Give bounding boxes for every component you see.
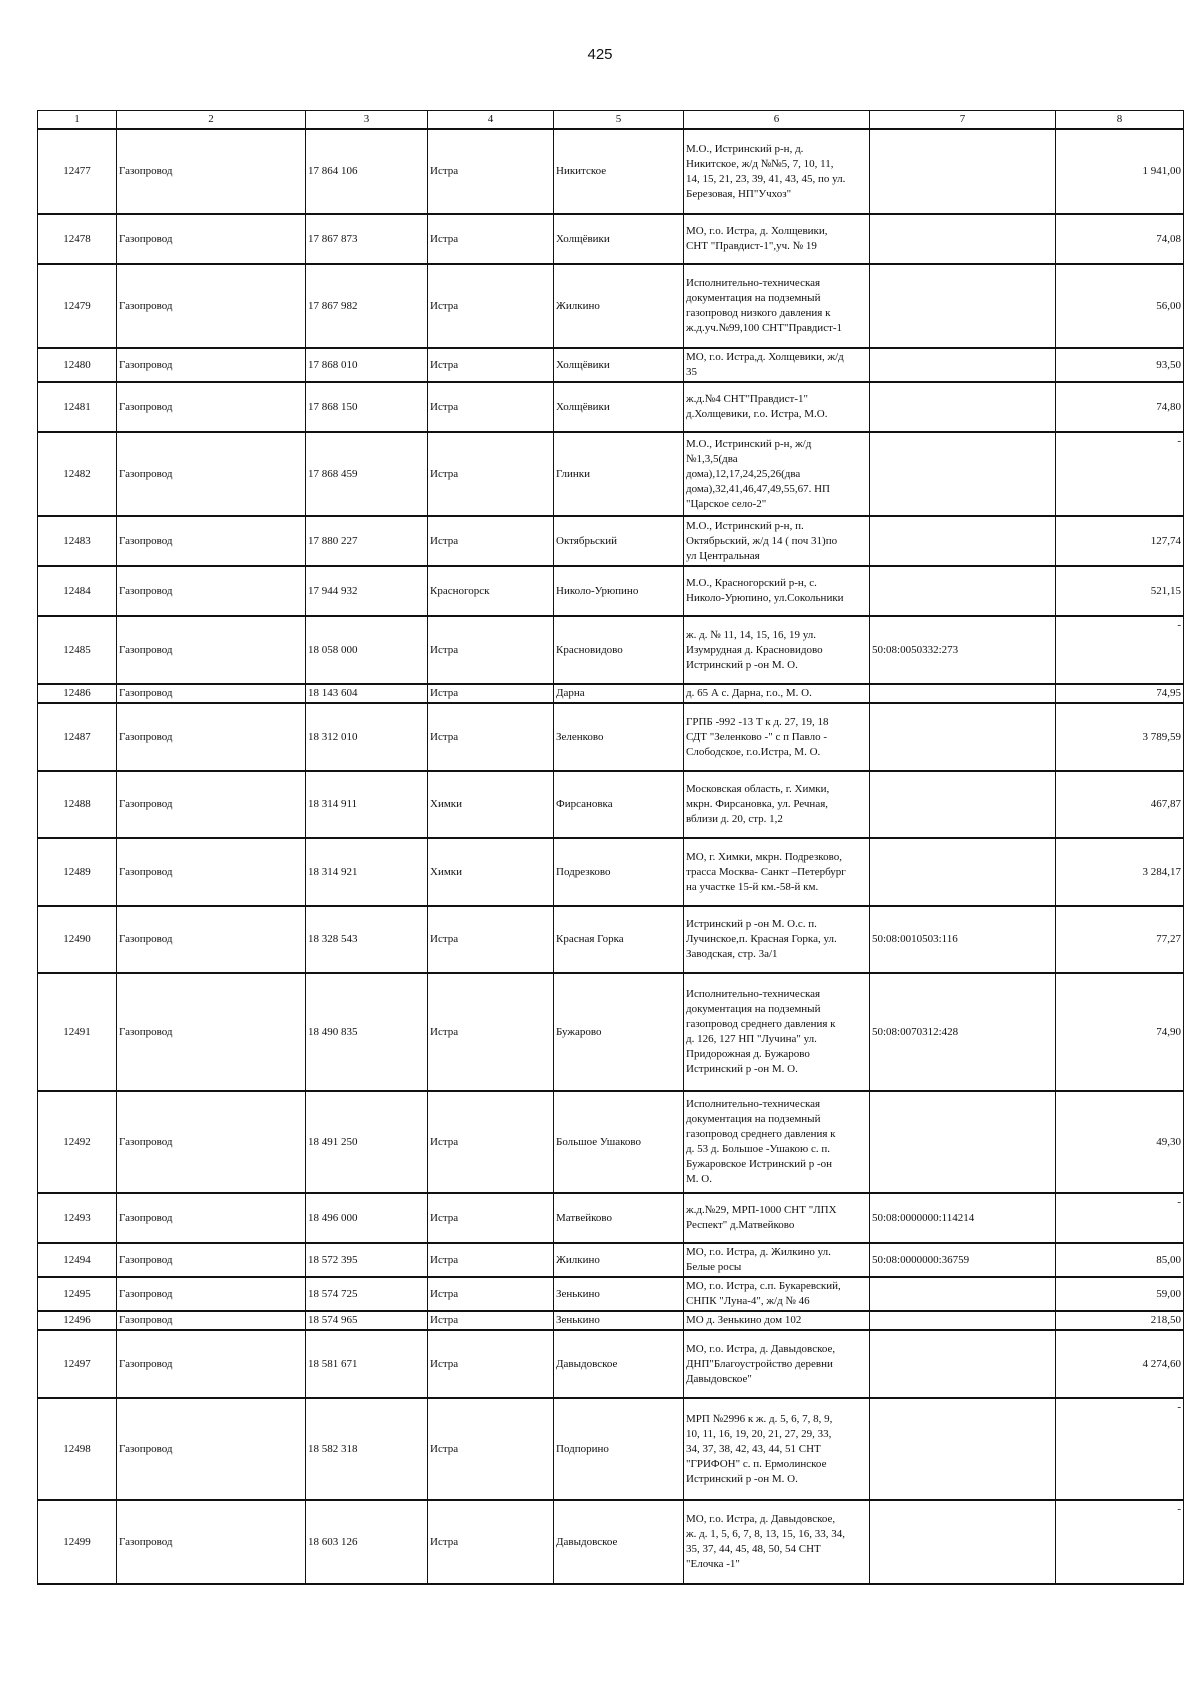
table-row [38,1193,1184,1243]
locality-cell: Холщёвики [554,382,684,432]
object-type-cell: Газопровод [117,1330,306,1398]
city-cell: Истра [428,214,554,264]
address-cell: МО, г.о. Истра,д. Холщевики, ж/д 35 [684,348,870,382]
cadastral-number-cell [870,264,1056,348]
object-type-cell: Газопровод [117,906,306,973]
city-cell: Истра [428,382,554,432]
length-cell: 74,80 [1056,382,1184,432]
address-cell: МО, г.о. Истра, д. Давыдовское, ж. д. 1, 5, 6, 7, 8, 13, 15, 16, 33, 34, 35, 37, 44, 45, 48, 50, 54 СНТ "Елочка -1" [684,1500,870,1584]
city-cell: Истра [428,1277,554,1311]
table-row [38,973,1184,1091]
locality-cell: Глинки [554,432,684,516]
address-cell: МО, г.о. Истра, с.п. Букаревский, СНПК "Луна-4", ж/д № 46 [684,1277,870,1311]
table-row [38,566,1184,616]
length-cell: 56,00 [1056,264,1184,348]
cadastral-number-cell [870,1398,1056,1500]
table-row [38,432,1184,516]
address-cell: М.О., Истринский р-н, ж/д №1,3,5(два дома),12,17,24,25,26(два дома),32,41,46,47,49,55,67. НП "Царское село-2" [684,432,870,516]
registry-table [37,110,1184,1585]
inventory-number-cell: 18 058 000 [306,616,428,684]
length-cell: 49,30 [1056,1091,1184,1193]
row-id-cell: 12483 [38,516,117,566]
address-cell: МО, г.о. Истра, д. Давыдовское, ДНП"Благоустройство деревни Давыдовское" [684,1330,870,1398]
inventory-number-cell: 18 574 725 [306,1277,428,1311]
cadastral-number-cell: 50:08:0000000:114214 [870,1193,1056,1243]
row-id-cell: 12485 [38,616,117,684]
city-cell: Химки [428,838,554,906]
table-row [38,1243,1184,1277]
row-id-cell: 12478 [38,214,117,264]
locality-cell: Зенькино [554,1277,684,1311]
address-cell: М.О., Красногорский р-н, с. Николо-Урюпино, ул.Сокольники [684,566,870,616]
object-type-cell: Газопровод [117,264,306,348]
cadastral-number-cell [870,382,1056,432]
table-row [38,771,1184,838]
column-header: 6 [684,111,870,130]
table-row [38,1398,1184,1500]
row-id-cell: 12479 [38,264,117,348]
row-id-cell: 12499 [38,1500,117,1584]
column-header: 8 [1056,111,1184,130]
locality-cell: Холщёвики [554,214,684,264]
inventory-number-cell: 18 143 604 [306,684,428,703]
address-cell: Исполнительно-техническая документация на подземный газопровод низкого давления к ж.д.уч.№99,100 СНТ"Правдист-1 [684,264,870,348]
header-row [38,111,1184,130]
length-cell: 1 941,00 [1056,129,1184,214]
locality-cell: Фирсановка [554,771,684,838]
row-id-cell: 12495 [38,1277,117,1311]
table-row [38,264,1184,348]
table-row [38,906,1184,973]
length-cell: 77,27 [1056,906,1184,973]
length-cell: 218,50 [1056,1311,1184,1330]
address-cell: Истринский р -он М. О.с. п. Лучинское,п. Красная Горка, ул. Заводская, стр. 3а/1 [684,906,870,973]
object-type-cell: Газопровод [117,1398,306,1500]
object-type-cell: Газопровод [117,566,306,616]
locality-cell: Никитское [554,129,684,214]
address-cell: д. 65 А с. Дарна, г.о., М. О. [684,684,870,703]
object-type-cell: Газопровод [117,1243,306,1277]
row-id-cell: 12497 [38,1330,117,1398]
column-header: 4 [428,111,554,130]
table-row [38,1311,1184,1330]
length-cell: 4 274,60 [1056,1330,1184,1398]
cadastral-number-cell: 50:08:0010503:116 [870,906,1056,973]
table-row [38,1091,1184,1193]
object-type-cell: Газопровод [117,616,306,684]
city-cell: Истра [428,129,554,214]
row-id-cell: 12484 [38,566,117,616]
city-cell: Химки [428,771,554,838]
object-type-cell: Газопровод [117,1500,306,1584]
cadastral-number-cell [870,1330,1056,1398]
table-row [38,516,1184,566]
inventory-number-cell: 17 868 010 [306,348,428,382]
cadastral-number-cell [870,432,1056,516]
inventory-number-cell: 17 867 982 [306,264,428,348]
object-type-cell: Газопровод [117,1091,306,1193]
inventory-number-cell: 18 496 000 [306,1193,428,1243]
cadastral-number-cell [870,1091,1056,1193]
row-id-cell: 12487 [38,703,117,771]
city-cell: Истра [428,1398,554,1500]
cadastral-number-cell [870,1311,1056,1330]
address-cell: МО д. Зенькино дом 102 [684,1311,870,1330]
inventory-number-cell: 18 328 543 [306,906,428,973]
cadastral-number-cell [870,838,1056,906]
city-cell: Красногорск [428,566,554,616]
address-cell: ГРПБ -992 -13 Т к д. 27, 19, 18 СДТ "Зеленково -" с п Павло - Слободское, г.о.Истра, М. О. [684,703,870,771]
object-type-cell: Газопровод [117,348,306,382]
table-row [38,348,1184,382]
city-cell: Истра [428,1091,554,1193]
city-cell: Истра [428,616,554,684]
length-cell: 127,74 [1056,516,1184,566]
city-cell: Истра [428,432,554,516]
row-id-cell: 12477 [38,129,117,214]
length-cell: 74,08 [1056,214,1184,264]
table-row [38,1277,1184,1311]
object-type-cell: Газопровод [117,771,306,838]
cadastral-number-cell: 50:08:0070312:428 [870,973,1056,1091]
inventory-number-cell: 18 314 911 [306,771,428,838]
column-header: 1 [38,111,117,130]
locality-cell: Жилкино [554,264,684,348]
cadastral-number-cell [870,771,1056,838]
cadastral-number-cell [870,214,1056,264]
locality-cell: Давыдовское [554,1330,684,1398]
cadastral-number-cell [870,516,1056,566]
row-id-cell: 12498 [38,1398,117,1500]
length-cell: 74,95 [1056,684,1184,703]
table-row [38,1330,1184,1398]
cadastral-number-cell [870,1277,1056,1311]
table-row [38,703,1184,771]
object-type-cell: Газопровод [117,432,306,516]
column-header: 5 [554,111,684,130]
table-row [38,129,1184,214]
locality-cell: Жилкино [554,1243,684,1277]
length-cell: 93,50 [1056,348,1184,382]
length-cell: - [1056,1398,1184,1500]
page-number: 425 [587,46,613,63]
row-id-cell: 12496 [38,1311,117,1330]
city-cell: Истра [428,1330,554,1398]
table-row [38,382,1184,432]
city-cell: Истра [428,516,554,566]
city-cell: Истра [428,264,554,348]
address-cell: ж.д.№4 СНТ"Правдист-1" д.Холщевики, г.о. Истра, М.О. [684,382,870,432]
city-cell: Истра [428,906,554,973]
object-type-cell: Газопровод [117,973,306,1091]
inventory-number-cell: 18 491 250 [306,1091,428,1193]
row-id-cell: 12489 [38,838,117,906]
locality-cell: Зеленково [554,703,684,771]
locality-cell: Подпорино [554,1398,684,1500]
row-id-cell: 12480 [38,348,117,382]
inventory-number-cell: 17 868 459 [306,432,428,516]
table-row [38,616,1184,684]
object-type-cell: Газопровод [117,1193,306,1243]
locality-cell: Давыдовское [554,1500,684,1584]
address-cell: ж. д. № 11, 14, 15, 16, 19 ул. Изумрудная д. Красновидово Истринский р -он М. О. [684,616,870,684]
inventory-number-cell: 18 603 126 [306,1500,428,1584]
column-header: 3 [306,111,428,130]
length-cell: 467,87 [1056,771,1184,838]
length-cell: 74,90 [1056,973,1184,1091]
address-cell: МО, г.о. Истра, д. Холщевики, СНТ "Правдист-1",уч. № 19 [684,214,870,264]
table-row [38,684,1184,703]
cadastral-number-cell: 50:08:0000000:36759 [870,1243,1056,1277]
city-cell: Истра [428,1243,554,1277]
inventory-number-cell: 18 582 318 [306,1398,428,1500]
object-type-cell: Газопровод [117,382,306,432]
cadastral-number-cell [870,684,1056,703]
row-id-cell: 12488 [38,771,117,838]
object-type-cell: Газопровод [117,703,306,771]
inventory-number-cell: 17 944 932 [306,566,428,616]
row-id-cell: 12491 [38,973,117,1091]
inventory-number-cell: 18 490 835 [306,973,428,1091]
length-cell: - [1056,616,1184,684]
city-cell: Истра [428,973,554,1091]
address-cell: ж.д.№29, МРП-1000 СНТ "ЛПХ Респект" д.Матвейково [684,1193,870,1243]
column-header: 2 [117,111,306,130]
object-type-cell: Газопровод [117,1311,306,1330]
row-id-cell: 12490 [38,906,117,973]
inventory-number-cell: 18 314 921 [306,838,428,906]
city-cell: Истра [428,1193,554,1243]
row-id-cell: 12482 [38,432,117,516]
locality-cell: Красновидово [554,616,684,684]
object-type-cell: Газопровод [117,214,306,264]
cadastral-number-cell [870,566,1056,616]
row-id-cell: 12486 [38,684,117,703]
length-cell: 3 789,59 [1056,703,1184,771]
table-row [38,214,1184,264]
locality-cell: Большое Ушаково [554,1091,684,1193]
object-type-cell: Газопровод [117,684,306,703]
locality-cell: Октябрьский [554,516,684,566]
object-type-cell: Газопровод [117,1277,306,1311]
cadastral-number-cell: 50:08:0050332:273 [870,616,1056,684]
length-cell: - [1056,1500,1184,1584]
city-cell: Истра [428,703,554,771]
row-id-cell: 12494 [38,1243,117,1277]
cadastral-number-cell [870,703,1056,771]
object-type-cell: Газопровод [117,838,306,906]
cadastral-number-cell [870,129,1056,214]
table-body [38,129,1184,1584]
city-cell: Истра [428,1500,554,1584]
row-id-cell: 12493 [38,1193,117,1243]
table-row [38,1500,1184,1584]
length-cell: 521,15 [1056,566,1184,616]
length-cell: - [1056,432,1184,516]
inventory-number-cell: 17 867 873 [306,214,428,264]
length-cell: - [1056,1193,1184,1243]
object-type-cell: Газопровод [117,516,306,566]
locality-cell: Подрезково [554,838,684,906]
inventory-number-cell: 18 572 395 [306,1243,428,1277]
address-cell: МРП №2996 к ж. д. 5, 6, 7, 8, 9, 10, 11, 16, 19, 20, 21, 27, 29, 33, 34, 37, 38, 42, 43, 44, 51 СНТ "ГРИФОН" с. п. Ермолинское Истринский р -он М. О. [684,1398,870,1500]
length-cell: 3 284,17 [1056,838,1184,906]
column-header: 7 [870,111,1056,130]
city-cell: Истра [428,684,554,703]
locality-cell: Красная Горка [554,906,684,973]
locality-cell: Матвейково [554,1193,684,1243]
address-cell: Московская область, г. Химки, мкрн. Фирсановка, ул. Речная, вблизи д. 20, стр. 1,2 [684,771,870,838]
length-cell: 59,00 [1056,1277,1184,1311]
locality-cell: Дарна [554,684,684,703]
inventory-number-cell: 18 312 010 [306,703,428,771]
inventory-number-cell: 17 864 106 [306,129,428,214]
row-id-cell: 12481 [38,382,117,432]
address-cell: Исполнительно-техническая документация на подземный газопровод среднего давления к д. 126, 127 НП "Лучина" ул. Придорожная д. Бужарово Истринский р -он М. О. [684,973,870,1091]
address-cell: М.О., Истринский р-н, д. Никитское, ж/д №№5, 7, 10, 11, 14, 15, 21, 23, 39, 41, 43, 45, по ул. Березовая, НП"Учхоз" [684,129,870,214]
address-cell: Исполнительно-техническая документация на подземный газопровод среднего давления к д. 53 д. Большое -Ушакою с. п. Бужаровское Истринский р -он М. О. [684,1091,870,1193]
inventory-number-cell: 17 868 150 [306,382,428,432]
address-cell: МО, г. Химки, мкрн. Подрезково, трасса Москва- Санкт –Петербург на участке 15-й км.-58-й км. [684,838,870,906]
table-row [38,838,1184,906]
address-cell: МО, г.о. Истра, д. Жилкино ул. Белые росы [684,1243,870,1277]
city-cell: Истра [428,348,554,382]
row-id-cell: 12492 [38,1091,117,1193]
locality-cell: Бужарово [554,973,684,1091]
cadastral-number-cell [870,1500,1056,1584]
inventory-number-cell: 18 574 965 [306,1311,428,1330]
cadastral-number-cell [870,348,1056,382]
inventory-number-cell: 17 880 227 [306,516,428,566]
length-cell: 85,00 [1056,1243,1184,1277]
locality-cell: Холщёвики [554,348,684,382]
inventory-number-cell: 18 581 671 [306,1330,428,1398]
locality-cell: Николо-Урюпино [554,566,684,616]
object-type-cell: Газопровод [117,129,306,214]
city-cell: Истра [428,1311,554,1330]
address-cell: М.О., Истринский р-н, п. Октябрьский, ж/д 14 ( поч 31)по ул Центральная [684,516,870,566]
locality-cell: Зенькино [554,1311,684,1330]
